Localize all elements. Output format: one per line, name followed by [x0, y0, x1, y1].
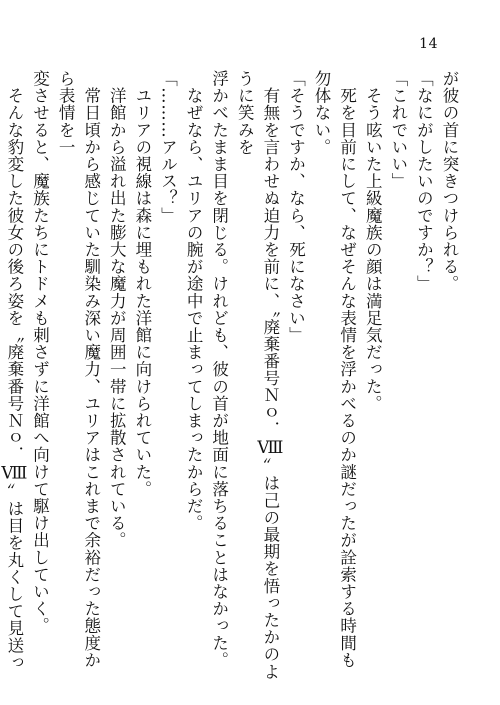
- text-line: 「これでいい」: [388, 70, 408, 190]
- text-line: 「………アルス？」: [158, 70, 178, 224]
- text-line: 変させると、魔族たちにトドメも刺さずに洋館へ向けて駆け出していく。: [30, 70, 50, 635]
- text-line: そう呟いた上級魔族の顔は満足気だった。: [363, 70, 383, 412]
- novel-body-text: [4, 70, 462, 680]
- text-line: そんな豹変した彼女の後ろ姿を〝廃棄番号Ｎｏ．Ⅷ〟は目を丸くして見送っ: [4, 87, 24, 671]
- text-line: 死を目前にして、なぜそんな表情を浮かべるのか謎だったが詮索する時間も勿体ない。: [312, 70, 357, 669]
- text-line: ユリアの視線は森に埋もれた洋館に向けられていた。: [132, 70, 152, 498]
- text-line: なぜなら、ユリアの腕が途中で止まってしまったからだ。: [184, 70, 204, 532]
- text-line: 「なにがしたいのですか？」: [414, 70, 434, 293]
- page-number: 14: [419, 36, 438, 52]
- text-line: が彼の首に突きつけられる。: [440, 70, 459, 293]
- text-line: 浮かべたまま目を閉じる。けれども、彼の首が地面に落ちることはなかった。: [209, 70, 229, 669]
- text-line: 「そうですか、なら、死になさい」: [286, 70, 306, 344]
- text-line: 有無を言わせぬ迫力を前に、〝廃棄番号Ｎｏ．Ⅷ〟は己の最期を悟ったかのように笑みを: [235, 70, 280, 680]
- text-line: 洋館から溢れ出た膨大な魔力が周囲一帯に拡散されている。: [107, 70, 127, 549]
- text-line: 常日頃から感じていた馴染み深い魔力、ユリアはこれまで余裕だった態度から表情を一: [56, 70, 101, 669]
